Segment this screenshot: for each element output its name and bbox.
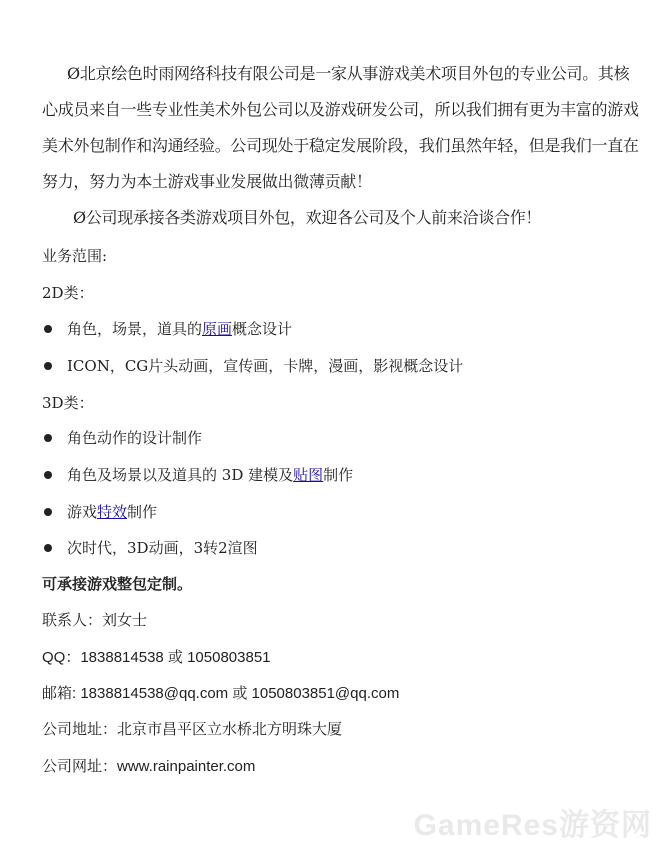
list-item-3d-1: 角色动作的设计制作 [67, 429, 203, 447]
item-text: 游戏 [67, 503, 98, 521]
intro-text-2: 公司现承接各类游戏项目外包，欢迎各公司及个人前来洽谈合作！ [85, 208, 542, 227]
bullet-icon [44, 544, 52, 552]
arrow-marker-icon: Ø [73, 208, 86, 227]
contact-address: 公司地址：北京市昌平区立水桥北方明珠大厦 [42, 721, 343, 738]
contact-website: 公司网址：www.rainpainter.com [42, 758, 256, 775]
intro-text-1: 北京绘色时雨网络科技有限公司是一家从事游戏美术项目外包的专业公司。其核心成员来自一些专业性美术外包公司以及游戏研发公司，所以我们拥有更为丰富的游戏美术外包制作和沟通经验。公司现处于稳定发展阶段，我们虽然年轻，但是我们一直在努力，努力为本土游戏事业发展做出微薄贡献！ [42, 64, 639, 191]
bullet-icon [44, 434, 52, 442]
list-item-2d-1 [67, 318, 292, 340]
contact-email: 邮箱: 1838814538@qq.com 或 1050803851@qq.com [42, 685, 400, 702]
bullet-icon [44, 325, 52, 333]
section-2d-heading: 2D类： [42, 284, 94, 302]
bullet-icon [44, 508, 52, 516]
item-text: 概念设计 [232, 320, 293, 338]
bullet-icon [44, 471, 52, 479]
link-texture[interactable]: 贴图 [293, 466, 324, 484]
item-text: 角色，场景，道具的 [67, 320, 203, 338]
list-item-2d-2: ICON，CG片头动画，宣传画，卡牌，漫画，影视概念设计 [67, 357, 464, 375]
list-item-3d-2 [67, 464, 353, 486]
scope-heading: 业务范围: [42, 247, 108, 265]
intro-paragraph-2 [42, 200, 642, 236]
link-concept-art[interactable]: 原画 [202, 320, 233, 338]
contact-qq: QQ：1838814538 或 1050803851 [42, 649, 271, 666]
arrow-marker-icon: Ø [67, 64, 80, 83]
item-text: 角色及场景以及道具的 3D 建模及 [67, 466, 294, 484]
bullet-icon [44, 362, 52, 370]
contact-person: 联系人：刘女士 [42, 612, 148, 629]
link-vfx[interactable]: 特效 [97, 503, 128, 521]
item-text: 制作 [127, 503, 158, 521]
list-item-3d-4: 次时代，3D动画，3转2渲图 [67, 539, 258, 557]
list-item-3d-3 [67, 501, 157, 523]
item-text: 制作 [323, 466, 354, 484]
watermark-logo: GameRes游资网 [413, 809, 652, 842]
package-note: 可承接游戏整包定制。 [42, 575, 193, 593]
intro-paragraph-1 [42, 56, 642, 200]
section-3d-heading: 3D类： [42, 394, 94, 412]
